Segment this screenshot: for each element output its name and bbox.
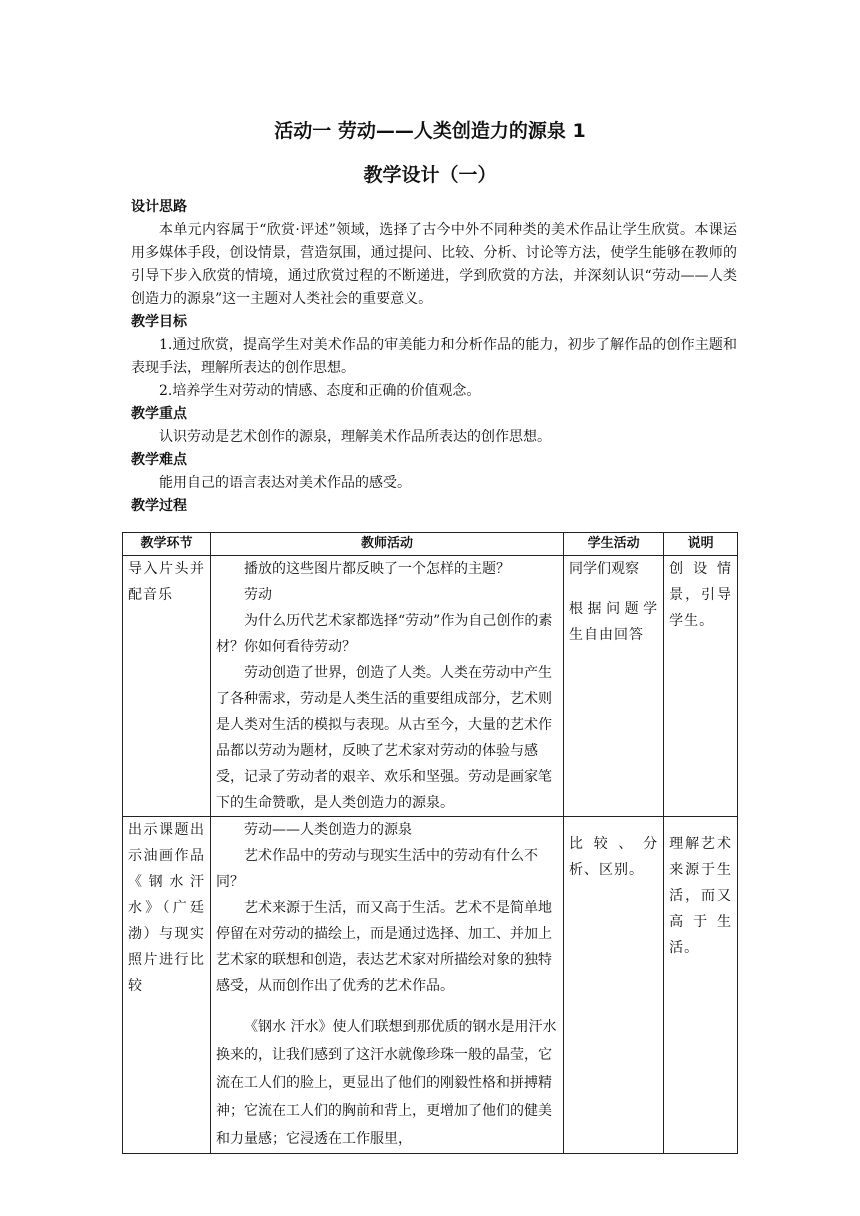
teacher-line: 艺术来源于生活，而又高于生活。艺术不是简单地停留在对劳动的描绘上，而是通过选择、加工、并加上艺术家的联想和创造，表达艺术家对所描绘对象的独特感受，从而创作出了优秀的艺术作品。 [216, 900, 552, 994]
header-student: 学生活动 [564, 533, 664, 556]
teacher-line: 为什么历代艺术家都选择“劳动”作为自己创作的素材？你如何看待劳动？ [216, 613, 553, 655]
note-text: 创设情景，引导学生。 [669, 561, 732, 629]
key-heading: 教学重点 [131, 406, 187, 422]
table-row [123, 556, 738, 817]
goals-heading: 教学目标 [131, 314, 187, 330]
stage-text: 导入片头并配音乐 [128, 561, 205, 603]
process-heading: 教学过程 [131, 498, 187, 514]
table-header-row [123, 533, 738, 556]
page-subtitle: 教学设计（一） [363, 164, 497, 186]
teacher-line: 劳动创造了世界，创造了人类。人类在劳动中产生了各种需求，劳动是人类生活的重要组成部分，艺术则是人类对生活的模拟与表现。从古至今，大量的艺术作品都以劳动为题材，反映了艺术家对劳动的体验与感受，记录了劳动者的艰辛、欢乐和坚强。劳动是画家笔下的生命赞歌，是人类创造力的源泉。 [216, 665, 552, 811]
student-text: 比较、分析、区别。 [569, 836, 659, 878]
teacher-line: 《钢水 汗水》使人们联想到那优质的钢水是用汗水换来的，让我们感到了这汗水就像珍珠一般的晶莹，它流在工人们的脸上，更显出了他们的刚毅性格和拼搏精神；它流在工人们的胸前和背上，更增加了他们的健美和力量感；它浸透在工作服里， [216, 1019, 557, 1147]
student-cell [564, 556, 664, 817]
student-text: 根据问题学生自由回答 [569, 601, 659, 643]
teacher-cell [211, 556, 564, 817]
stage-cell [123, 556, 211, 817]
page-title: 活动一 劳动——人类创造力的源泉 1 [274, 120, 586, 142]
teacher-line: 劳动 [244, 587, 272, 603]
design-text: 本单元内容属于“欣赏·评述”领域，选择了古今中外不同种类的美术作品让学生欣赏。本课运用多媒体手段，创设情景，营造氛围，通过提问、比较、分析、讨论等方法，使学生能够在教师的引导下步入欣赏的情境，通过欣赏过程的不断递进，学到欣赏的方法，并深刻认识“劳动——人类创造力的源泉”这一主题对人类社会的重要意义。 [131, 222, 737, 307]
student-text: 同学们观察 [569, 561, 640, 577]
design-heading: 设计思路 [131, 199, 187, 215]
goal-item-2: 2.培养学生对劳动的情感、态度和正确的价值观念。 [159, 383, 481, 399]
stage-text: 出示课题出示油画作品《钢水汗水》（广廷渤）与现实照片进行比较 [128, 822, 205, 994]
key-text: 认识劳动是艺术创作的源泉，理解美术作品所表达的创作思想。 [159, 429, 551, 445]
teacher-line: 艺术作品中的劳动与现实生活中的劳动有什么不同？ [216, 848, 538, 890]
teacher-line: 播放的这些图片都反映了一个怎样的主题？ [244, 561, 510, 577]
header-note: 说明 [664, 533, 738, 556]
note-cell [664, 556, 738, 817]
header-stage: 教学环节 [123, 533, 211, 556]
teacher-line: 劳动——人类创造力的源泉 [244, 822, 412, 838]
difficulty-text: 能用自己的语言表达对美术作品的感受。 [159, 475, 411, 491]
table-row [123, 817, 738, 1154]
student-cell [564, 817, 664, 1154]
note-cell [664, 817, 738, 1154]
header-teacher: 教师活动 [211, 533, 564, 556]
note-text: 理解艺术来源于生活，而又高于生活。 [669, 836, 732, 956]
document-body [131, 196, 737, 518]
stage-cell [123, 817, 211, 1154]
teacher-cell [211, 817, 564, 1154]
difficulty-heading: 教学难点 [131, 452, 187, 468]
goal-item-1: 1.通过欣赏，提高学生对美术作品的审美能力和分析作品的能力，初步了解作品的创作主题和表现手法，理解所表达的创作思想。 [131, 337, 737, 376]
process-table [122, 532, 738, 1154]
